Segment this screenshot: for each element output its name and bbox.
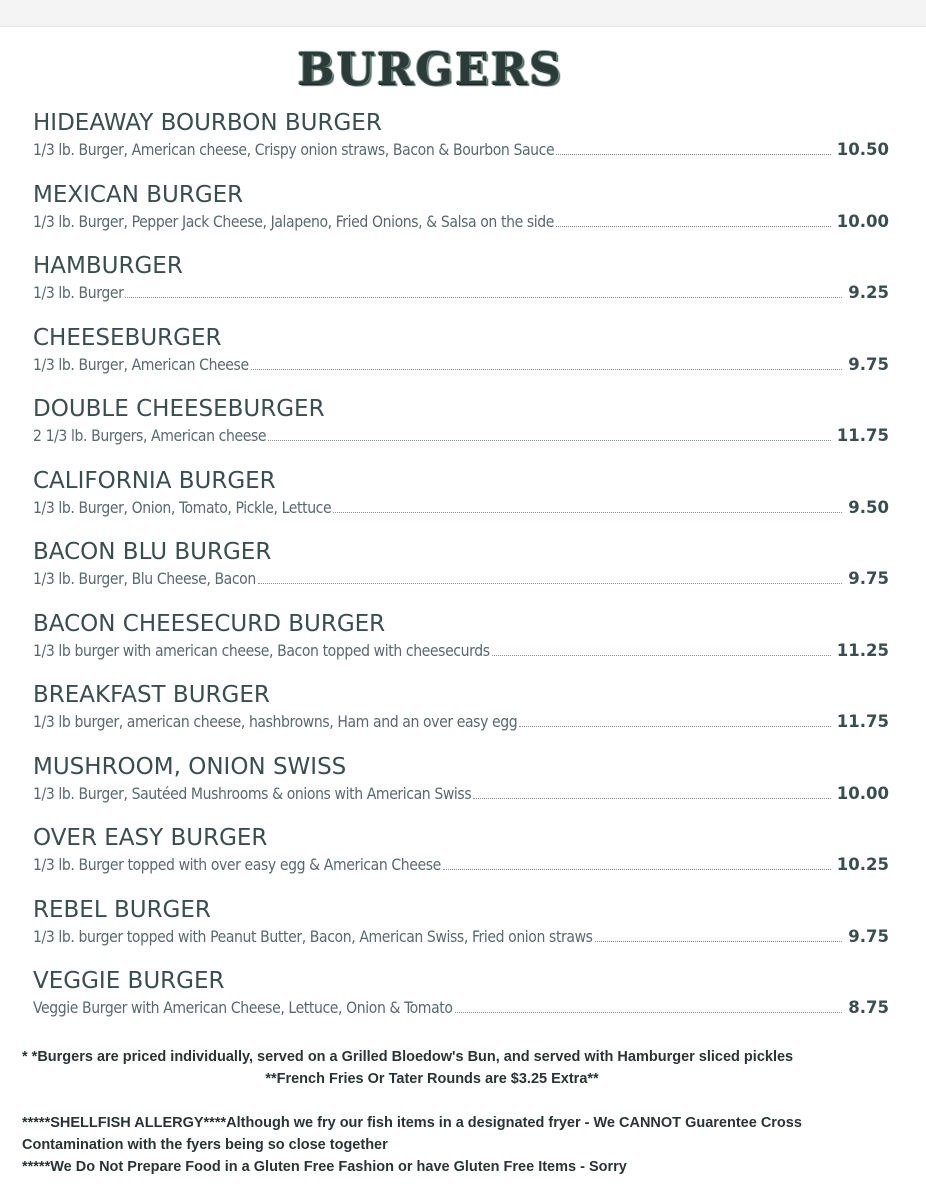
fries-note: **French Fries Or Tater Rounds are $3.25 Extra** bbox=[265, 1071, 599, 1087]
menu-item-description: 1/3 lb. Burger, American Cheese bbox=[33, 355, 249, 374]
menu-item-name: HIDEAWAY BOURBON BURGER bbox=[33, 110, 382, 136]
gluten-note: *****We Do Not Prepare Food in a Gluten Free Fashion or have Gluten Free Items - Sorry bbox=[22, 1159, 627, 1175]
dot-leader bbox=[455, 1012, 843, 1013]
dot-leader bbox=[258, 583, 842, 584]
dot-leader bbox=[268, 440, 831, 441]
menu-item-description: 1/3 lb. Burger, Sautéed Mushrooms & onions with American Swiss bbox=[33, 784, 472, 803]
menu-item-name: REBEL BURGER bbox=[33, 896, 211, 923]
dot-leader bbox=[556, 226, 831, 227]
menu-item bbox=[33, 180, 889, 252]
shellfish-allergy-note: *****SHELLFISH ALLERGY****Although we fry our fish items in a designated fryer - We CANNOT Guarentee Cross Contamination with the fyers being so close together bbox=[22, 1115, 802, 1153]
menu-item-description: 1/3 lb. Burger, Onion, Tomato, Pickle, Lettuce bbox=[33, 498, 332, 517]
menu-item-price: 9.25 bbox=[848, 283, 889, 302]
menu-item-name: BREAKFAST BURGER bbox=[33, 682, 270, 708]
menu-item-price: 11.75 bbox=[836, 712, 889, 731]
menu-item-list bbox=[33, 108, 889, 1038]
dot-leader bbox=[333, 512, 842, 513]
menu-item-description: 1/3 lb. Burger topped with over easy egg & American Cheese bbox=[33, 856, 441, 874]
menu-item-price: 11.25 bbox=[836, 640, 889, 660]
dot-leader bbox=[125, 297, 842, 298]
dot-leader bbox=[492, 655, 831, 656]
menu-item-description: Veggie Burger with American Cheese, Lettuce, Onion & Tomato bbox=[33, 999, 453, 1017]
menu-item bbox=[33, 680, 889, 752]
menu-item-description: 1/3 lb. Burger, Blu Cheese, Bacon bbox=[33, 570, 256, 588]
menu-item-name: MEXICAN BURGER bbox=[33, 181, 244, 208]
menu-item bbox=[33, 251, 889, 323]
dot-leader bbox=[251, 369, 843, 370]
menu-item-price: 9.75 bbox=[848, 354, 889, 374]
menu-item-name: BACON CHEESECURD BURGER bbox=[33, 610, 386, 637]
menu-item bbox=[33, 752, 889, 824]
bun-note: * *Burgers are priced individually, served on a Grilled Bloedow's Bun, and served with Hamburger sliced pickles bbox=[22, 1049, 794, 1065]
menu-item-name: OVER EASY BURGER bbox=[33, 825, 268, 851]
menu-item-price: 11.75 bbox=[836, 426, 889, 445]
menu-item bbox=[33, 323, 889, 395]
menu-item-description: 1/3 lb burger, american cheese, hashbrowns, Ham and an over easy egg bbox=[33, 713, 518, 731]
menu-item-description: 1/3 lb. Burger, Pepper Jack Cheese, Jalapeno, Fried Onions, & Salsa on the side bbox=[33, 212, 555, 231]
menu-item bbox=[33, 895, 889, 967]
menu-item-price: 9.75 bbox=[848, 926, 889, 946]
menu-item bbox=[33, 609, 889, 681]
menu-item-description: 1/3 lb. Burger bbox=[33, 284, 124, 302]
menu-item-description: 2 1/3 lb. Burgers, American cheese bbox=[33, 427, 267, 445]
menu-item-description: 1/3 lb. Burger, American cheese, Crispy onion straws, Bacon & Bourbon Sauce bbox=[33, 141, 555, 159]
menu-item-name: CHEESEBURGER bbox=[33, 324, 222, 351]
menu-item bbox=[33, 394, 889, 466]
dot-leader bbox=[595, 941, 843, 942]
menu-item-name: CALIFORNIA BURGER bbox=[33, 467, 276, 494]
menu-item-name: HAMBURGER bbox=[33, 253, 183, 279]
menu-item-description: 1/3 lb. burger topped with Peanut Butter, Bacon, American Swiss, Fried onion straws bbox=[33, 927, 593, 946]
top-strip bbox=[0, 0, 926, 27]
dot-leader bbox=[443, 869, 831, 870]
menu-item-name: VEGGIE BURGER bbox=[33, 968, 225, 994]
menu-item bbox=[33, 823, 889, 895]
menu-item-price: 10.00 bbox=[836, 783, 889, 803]
menu-item bbox=[33, 466, 889, 538]
menu-item-price: 8.75 bbox=[848, 998, 889, 1017]
dot-leader bbox=[473, 798, 831, 799]
menu-item-price: 10.00 bbox=[836, 211, 889, 231]
menu-notes bbox=[22, 1046, 902, 1178]
menu-item-price: 10.50 bbox=[836, 140, 889, 159]
menu-item bbox=[33, 108, 889, 180]
menu-item-name: BACON BLU BURGER bbox=[33, 539, 272, 565]
menu-item bbox=[33, 537, 889, 609]
menu-item-description: 1/3 lb burger with american cheese, Bacon topped with cheesecurds bbox=[33, 641, 490, 660]
menu-item-name: DOUBLE CHEESEBURGER bbox=[33, 396, 325, 422]
menu-item-price: 10.25 bbox=[836, 855, 889, 874]
dot-leader bbox=[519, 726, 831, 727]
dot-leader bbox=[556, 154, 831, 155]
menu-item bbox=[33, 966, 889, 1038]
menu-item-name: MUSHROOM, ONION SWISS bbox=[33, 753, 347, 780]
page-title: BURGERS bbox=[297, 44, 563, 95]
menu-item-price: 9.75 bbox=[848, 569, 889, 588]
menu-item-price: 9.50 bbox=[848, 497, 889, 517]
